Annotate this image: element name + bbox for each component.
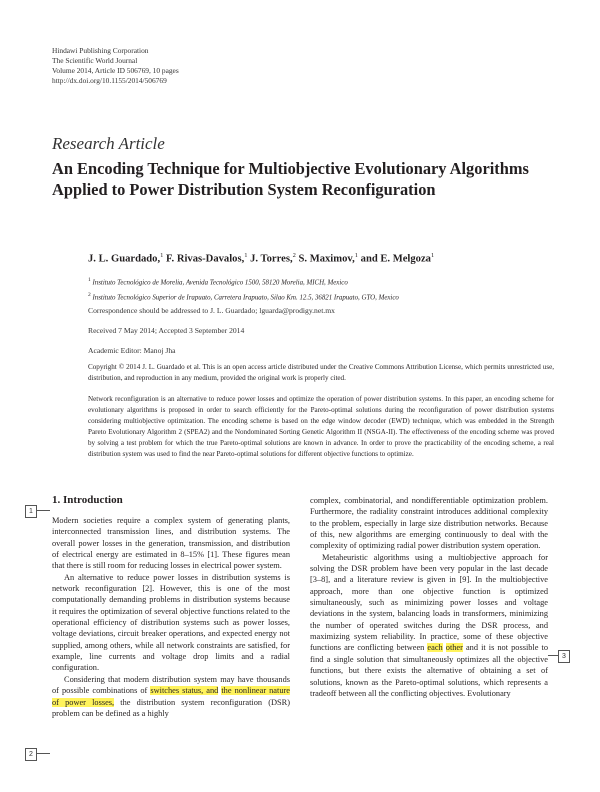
highlighted-text[interactable]: switches status, and xyxy=(150,686,219,696)
left-column xyxy=(52,515,290,719)
author-affil-sup: 1 xyxy=(430,252,435,259)
volume-info: Volume 2014, Article ID 506769, 10 pages xyxy=(52,66,179,75)
affiliation-number: 1 xyxy=(88,277,91,283)
author-name: J. L. Guardado, xyxy=(88,253,161,265)
text-run: the distribution system reconfiguration (DSR) problem can be defined as a highly xyxy=(52,697,290,718)
author-affil-sup: 1 xyxy=(244,252,248,259)
copyright-notice: Copyright © 2014 J. L. Guardado et al. This is an open access article distributed under the Creative Commons Attribution License, which permits unrestricted use, distribution, and reproduction in any medium, provided the original work is properly cited. xyxy=(88,363,554,382)
affiliation-item xyxy=(88,274,558,289)
article-type: Research Article xyxy=(52,134,165,153)
paragraph xyxy=(310,552,548,699)
paragraph: Modern societies require a complex system of generating plants, interconnected transmission lines, and distribution systems. The overall power losses in the generation, transmission, and distribution of electrical energy are estimated in 8–15% [1]. These figures mean that there is still room for reducing losses in electrical power system. xyxy=(52,516,290,571)
affiliation-item xyxy=(88,289,558,304)
highlighted-text[interactable]: other xyxy=(445,643,463,653)
annotation-marker-1[interactable]: 1 xyxy=(25,505,37,518)
annotation-leader-line xyxy=(37,510,50,511)
text-run: Considering that modern distribution system may have thousands of possible combinations of xyxy=(52,674,290,696)
article-title: An Encoding Technique for Multiobjective Evolutionary Algorithms Applied to Power Distribution System Reconfiguration xyxy=(52,159,529,199)
author-name: F. Rivas-Davalos, xyxy=(166,253,245,265)
author-name: S. Maximov, xyxy=(298,253,355,265)
academic-editor: Academic Editor: Manoj Jha xyxy=(88,346,176,355)
affiliation-text: Instituto Tecnológico de Morelia, Avenida Tecnológico 1500, 58120 Morelia, MICH, Mexico xyxy=(92,279,348,287)
journal-header xyxy=(52,46,179,86)
text-run: and it is not possible to find a single solution that simultaneously optimizes all the objective functions, but there exists the alternative of obtaining a set of solutions, known as the Pareto-optimal solutions, which represents a tradeoff between all the conflicting objectives. Evolutionary xyxy=(310,643,548,698)
doi-link[interactable]: http://dx.doi.org/10.1155/2014/506769 xyxy=(52,76,167,85)
affiliation-number: 2 xyxy=(88,292,91,299)
affiliation-text: Instituto Tecnológico Superior de Irapuato, Carretera Irapuato, Silao Km. 12.5, 36821 Irapuato, GTO, Mexico xyxy=(92,294,399,302)
paragraph: complex, combinatorial, and nondifferentiable optimization problem. Furthermore, the radiality constraint introduces additional complexity to the problem, especially in large size distribution networks. Because of this, new algorithms are emerging continuously to deal with the complexity of optimizing radial power distribution system operation. xyxy=(310,496,548,551)
author-affil-sup: 1 xyxy=(354,252,358,259)
paragraph xyxy=(52,674,290,719)
author-list xyxy=(88,252,548,265)
annotation-marker-2[interactable]: 2 xyxy=(25,748,37,761)
affiliations xyxy=(88,274,558,305)
section-heading: 1. Introduction xyxy=(52,494,123,506)
text-run: Metaheuristic algorithms using a multiobjective approach for solving the DSR problem have been very popular in the last decade [3–8], and a literature review is given in [9]. In the multiobjective approach, more than one objective function is optimized simultaneously, such as minimizing power losses and voltage deviations in the system, balancing loads in transformers, minimizing the number of operated switches during the DSR process, and maximizing system reliability. In practice, some of these objective functions are conflicting between xyxy=(310,552,548,653)
author-name: J. Torres, xyxy=(250,253,293,265)
highlighted-text[interactable]: the nonlinear nature of power losses, xyxy=(52,686,290,707)
author-name: and E. Melgoza xyxy=(360,253,431,265)
paragraph: An alternative to reduce power losses in distribution systems is network reconfiguration [2]. However, this is one of the most computationally demanding problems in distribution systems because it requires the optimization of several objective functions related to the operational efficiency of distribution systems such as power losses, voltage deviations, circuit breaker operations, and expected energy not supplied, among others, while all network constraints are satisfied, for example, line currents and voltage drop limits and a radial configuration. xyxy=(52,572,290,673)
annotation-marker-3[interactable]: 3 xyxy=(558,650,570,663)
correspondence: Correspondence should be addressed to J. L. Guardado; lguarda@prodigy.net.mx xyxy=(88,306,335,315)
publisher-name: Hindawi Publishing Corporation xyxy=(52,46,149,55)
abstract: Network reconfiguration is an alternative to reduce power losses and optimize the operation of power distribution systems. In this paper, an encoding scheme for evolutionary algorithms is proposed in order to search efficiently for the Pareto-optimal solutions during the reconfiguration of power distribution systems considering multiobjective optimization. The encoding scheme is based on the edge window decoder (EWD) technique, which was embedded in the Strength Pareto Evolutionary Algorithm 2 (SPEA2) and the Nondominated Sorting Genetic Algorithm II (NSGA-II). The effectiveness of the encoding scheme was proved by solving a test problem for which the true Pareto-optimal solutions are known in advance. In order to prove the practicability of the encoding scheme, a real distribution system was used to find the near Pareto-optimal solutions for different objective functions to optimize. xyxy=(88,395,554,458)
received-dates: Received 7 May 2014; Accepted 3 September 2014 xyxy=(88,326,245,335)
highlighted-text[interactable]: each xyxy=(427,643,443,653)
annotation-leader-line xyxy=(548,655,558,656)
right-column xyxy=(310,495,548,699)
author-affil-sup: 1 xyxy=(160,252,164,259)
author-affil-sup: 2 xyxy=(292,252,296,259)
journal-name: The Scientific World Journal xyxy=(52,56,138,65)
annotation-leader-line xyxy=(37,753,50,754)
